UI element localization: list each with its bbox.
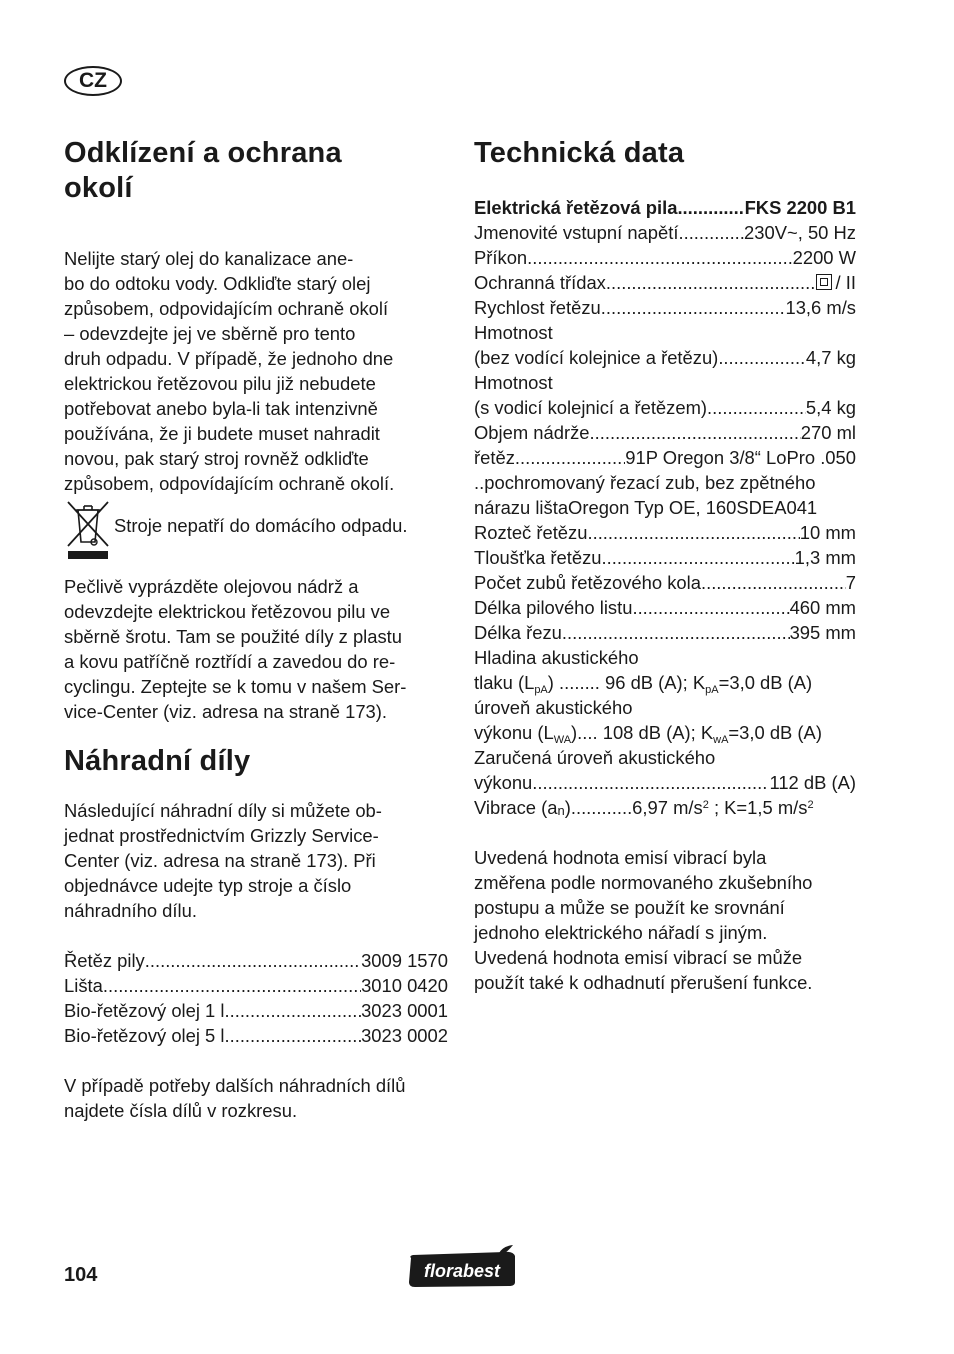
- lpa-middle: ) ........ 96 dB (A); K: [547, 672, 706, 693]
- protection-class-icon: [816, 274, 832, 290]
- emission-paragraph: [474, 845, 856, 995]
- spec-label: nárazu lištaOregon Typ OE, 160SDEA041: [474, 497, 818, 518]
- spec-head-lpa: [474, 645, 856, 670]
- text-line: postupu a může se použít ke srovnání: [474, 897, 785, 918]
- closing-paragraph: [64, 1073, 448, 1123]
- spec-label: Délka pilového listu: [474, 597, 633, 618]
- spec-head-lwa: [474, 695, 856, 720]
- left-column: [64, 136, 448, 1123]
- parts-list: [64, 948, 448, 1048]
- spec-label: Rozteč řetězu: [474, 522, 588, 543]
- lpa-prefix: tlaku (L: [474, 672, 535, 693]
- spec-label: Příkon: [474, 247, 528, 268]
- language-badge: [64, 66, 122, 96]
- spec-value: 10 mm: [799, 522, 856, 543]
- tech-data-title: Technická data: [474, 137, 685, 169]
- spec-label: [474, 670, 812, 695]
- spec-row-speed: [474, 295, 856, 320]
- spec-row-lwa: [474, 720, 856, 745]
- part-name: Lišta: [64, 975, 103, 996]
- disposal-paragraph: [64, 246, 448, 496]
- text-line: použít také k odhadnutí přerušení funkce.: [474, 972, 813, 993]
- text-line: druh odpadu. V případě, že jednoho dne: [64, 348, 394, 369]
- spec-label: Zaručená úroveň akustického: [474, 747, 716, 768]
- spec-row-class: [474, 270, 856, 295]
- lwa-end: =3,0 dB (A): [728, 722, 822, 743]
- spec-value: 1,3 mm: [794, 547, 856, 568]
- parts-title: Náhradní díly: [64, 745, 251, 777]
- spec-row-thickness: [474, 545, 856, 570]
- part-number: 3009 1570: [361, 950, 448, 971]
- florabest-logo: [405, 1244, 519, 1290]
- spec-row-power: [474, 245, 856, 270]
- spec-value: 460 mm: [789, 597, 856, 618]
- spec-label: (s vodicí kolejnicí a řetězem): [474, 397, 708, 418]
- text-line: V případě potřeby dalších náhradních dílů: [64, 1075, 406, 1096]
- parts-paragraph: [64, 798, 448, 923]
- spec-label: Ochranná třídax: [474, 272, 606, 293]
- logo-text: florabest: [423, 1261, 501, 1281]
- recycle-paragraph: [64, 574, 448, 724]
- part-number: 3023 0002: [361, 1025, 448, 1046]
- text-line: potřebovat anebo byla-li tak intenzivně: [64, 398, 378, 419]
- part-number: 3023 0001: [361, 1000, 448, 1021]
- text-line: novou, pak starý stroj rovněž odkliďte: [64, 448, 369, 469]
- lpa-end: =3,0 dB (A): [718, 672, 813, 693]
- spec-label: (bez vodící kolejnice a řetězu): [474, 347, 719, 368]
- text-line: cyclingu. Zeptejte se k tomu v našem Ser-: [64, 676, 407, 697]
- spec-label: [474, 720, 822, 745]
- list-item: [64, 1023, 448, 1048]
- spec-row-tank: [474, 420, 856, 445]
- spec-value: [816, 270, 856, 295]
- part-number: 3010 0420: [361, 975, 448, 996]
- spec-row-teeth-cont: [474, 495, 856, 520]
- spec-label: Délka řezu: [474, 622, 562, 643]
- text-line: Uvedená hodnota emisí vibrací byla: [474, 847, 767, 868]
- lwa-prefix: výkonu (L: [474, 722, 554, 743]
- spec-row-sprocket: [474, 570, 856, 595]
- lwa-middle: ).... 108 dB (A); K: [571, 722, 714, 743]
- text-line: vice-Center (viz. adresa na straně 173).: [64, 701, 388, 722]
- spec-value: 13,6 m/s: [785, 297, 856, 318]
- spec-label: Počet zubů řetězového kola: [474, 572, 701, 593]
- lpa-subscript: pA: [534, 684, 548, 696]
- part-name: Řetěz pily: [64, 950, 145, 971]
- text-line: – odevzdejte jej ve sběrně pro tento: [64, 323, 356, 344]
- vib-middle: )............6,97 m/s: [564, 797, 703, 818]
- spec-table: [474, 195, 856, 820]
- spec-row-voltage: [474, 220, 856, 245]
- spec-value: 7: [845, 572, 856, 593]
- text-line: způsobem, odpovídajícím ochraně okolí.: [64, 473, 395, 494]
- spec-dots: ..: [474, 472, 485, 493]
- text-line: jednat prostřednictvím Grizzly Service-: [64, 825, 379, 846]
- disposal-title: Odklízení a ochrana okolí: [64, 137, 342, 204]
- class-value-text: / II: [835, 272, 856, 293]
- spec-value: 270 ml: [800, 422, 856, 443]
- text-line: bo do odtoku vody. Odkliďte starý olej: [64, 273, 371, 294]
- text-line: odevzdejte elektrickou řetězovou pilu ve: [64, 601, 391, 622]
- vib-k: ; K=1,5 m/s: [708, 797, 808, 818]
- text-line: Nelijte starý olej do kanalizace ane-: [64, 248, 354, 269]
- vib-subscript: n: [557, 803, 565, 818]
- spec-row-vibration: [474, 795, 856, 820]
- spec-row-bar-length: [474, 595, 856, 620]
- text-line: Následující náhradní díly si můžete ob-: [64, 800, 382, 821]
- spec-label: Tloušťka řetězu: [474, 547, 602, 568]
- text-line: sběrně šrotu. Tam se použité díly z plastu: [64, 626, 403, 647]
- spec-label: Elektrická řetězová pila: [474, 197, 678, 218]
- text-line: používána, že ji budete muset nahradit: [64, 423, 380, 444]
- spec-value: FKS 2200 B1: [744, 197, 856, 218]
- text-line: Uvedená hodnota emisí vibrací se může: [474, 947, 803, 968]
- spec-label: Hmotnost: [474, 322, 553, 343]
- text-line: najdete čísla dílů v rozkresu.: [64, 1100, 298, 1121]
- vib-prefix: Vibrace (a: [474, 797, 558, 818]
- spec-label: Jmenovité vstupní napětí: [474, 222, 679, 243]
- spec-row-weight2: [474, 395, 856, 420]
- spec-head-guaranteed: [474, 745, 856, 770]
- spec-label: pochromovaný řezací zub, bez zpětného: [484, 472, 816, 493]
- text-line: způsobem, odpovidajícím ochraně okolí: [64, 298, 389, 319]
- language-code: CZ: [79, 69, 107, 92]
- spec-value: 112 dB (A): [769, 772, 856, 793]
- spec-row-chain: [474, 445, 856, 470]
- spec-value: 91P Oregon 3/8“ LoPro .050: [625, 447, 856, 468]
- spec-label: řetěz: [474, 447, 515, 468]
- spec-row-cut-length: [474, 620, 856, 645]
- spec-row-pitch: [474, 520, 856, 545]
- text-line: jednoho elektrického nářadí s jiným.: [474, 922, 768, 943]
- vib-k-superscript: 2: [807, 799, 814, 811]
- spec-value: 4,7 kg: [805, 347, 856, 368]
- spec-value: 2200 W: [792, 247, 856, 268]
- spec-head-weight1: [474, 320, 856, 345]
- part-name: Bio-řetězový olej 1 l: [64, 1000, 225, 1021]
- text-line: elektrickou řetězovou pilu již nebudete: [64, 373, 376, 394]
- list-item: [64, 948, 448, 973]
- text-line: Center (viz. adresa na straně 173). Při: [64, 850, 376, 871]
- crossed-bin-icon: [64, 498, 112, 560]
- text-line: změřena podle normovaného zkušebního: [474, 872, 813, 893]
- list-item: [64, 998, 448, 1023]
- spec-row-lpa: [474, 670, 856, 695]
- spec-label: Rychlost řetězu: [474, 297, 601, 318]
- text-line: náhradního dílu.: [64, 900, 197, 921]
- text-line: Pečlivě vyprázděte olejovou nádrž a: [64, 576, 359, 597]
- spec-label: Hmotnost: [474, 372, 553, 393]
- spec-row-weight1: [474, 345, 856, 370]
- spec-label: Hladina akustického: [474, 647, 639, 668]
- kpa-subscript: pA: [705, 684, 719, 696]
- spec-row-teeth: [474, 470, 856, 495]
- page-number: 104: [64, 1264, 98, 1286]
- spec-label: výkonu: [474, 772, 533, 793]
- text-line: objednávce udejte typ stroje a číslo: [64, 875, 352, 896]
- weee-notice: [64, 498, 448, 560]
- part-name: Bio-řetězový olej 5 l: [64, 1025, 225, 1046]
- lwa-subscript: WA: [553, 734, 572, 746]
- vib-superscript: 2: [702, 799, 709, 811]
- weee-text: Stroje nepatří do domácího odpadu.: [114, 514, 408, 536]
- spec-head-weight2: [474, 370, 856, 395]
- spec-label: úroveň akustického: [474, 697, 633, 718]
- spec-value: 395 mm: [789, 622, 856, 643]
- right-column: [474, 136, 856, 995]
- spec-value: 230V~, 50 Hz: [744, 222, 856, 243]
- kwa-subscript: wA: [713, 734, 729, 746]
- spec-value: 5,4 kg: [805, 397, 856, 418]
- spec-label: [474, 795, 814, 820]
- list-item: [64, 973, 448, 998]
- spec-label: Objem nádrže: [474, 422, 590, 443]
- spec-row-guaranteed: [474, 770, 856, 795]
- text-line: a kovu patříčně roztřídí a zavedou do re-: [64, 651, 396, 672]
- spec-row-model: [474, 195, 856, 220]
